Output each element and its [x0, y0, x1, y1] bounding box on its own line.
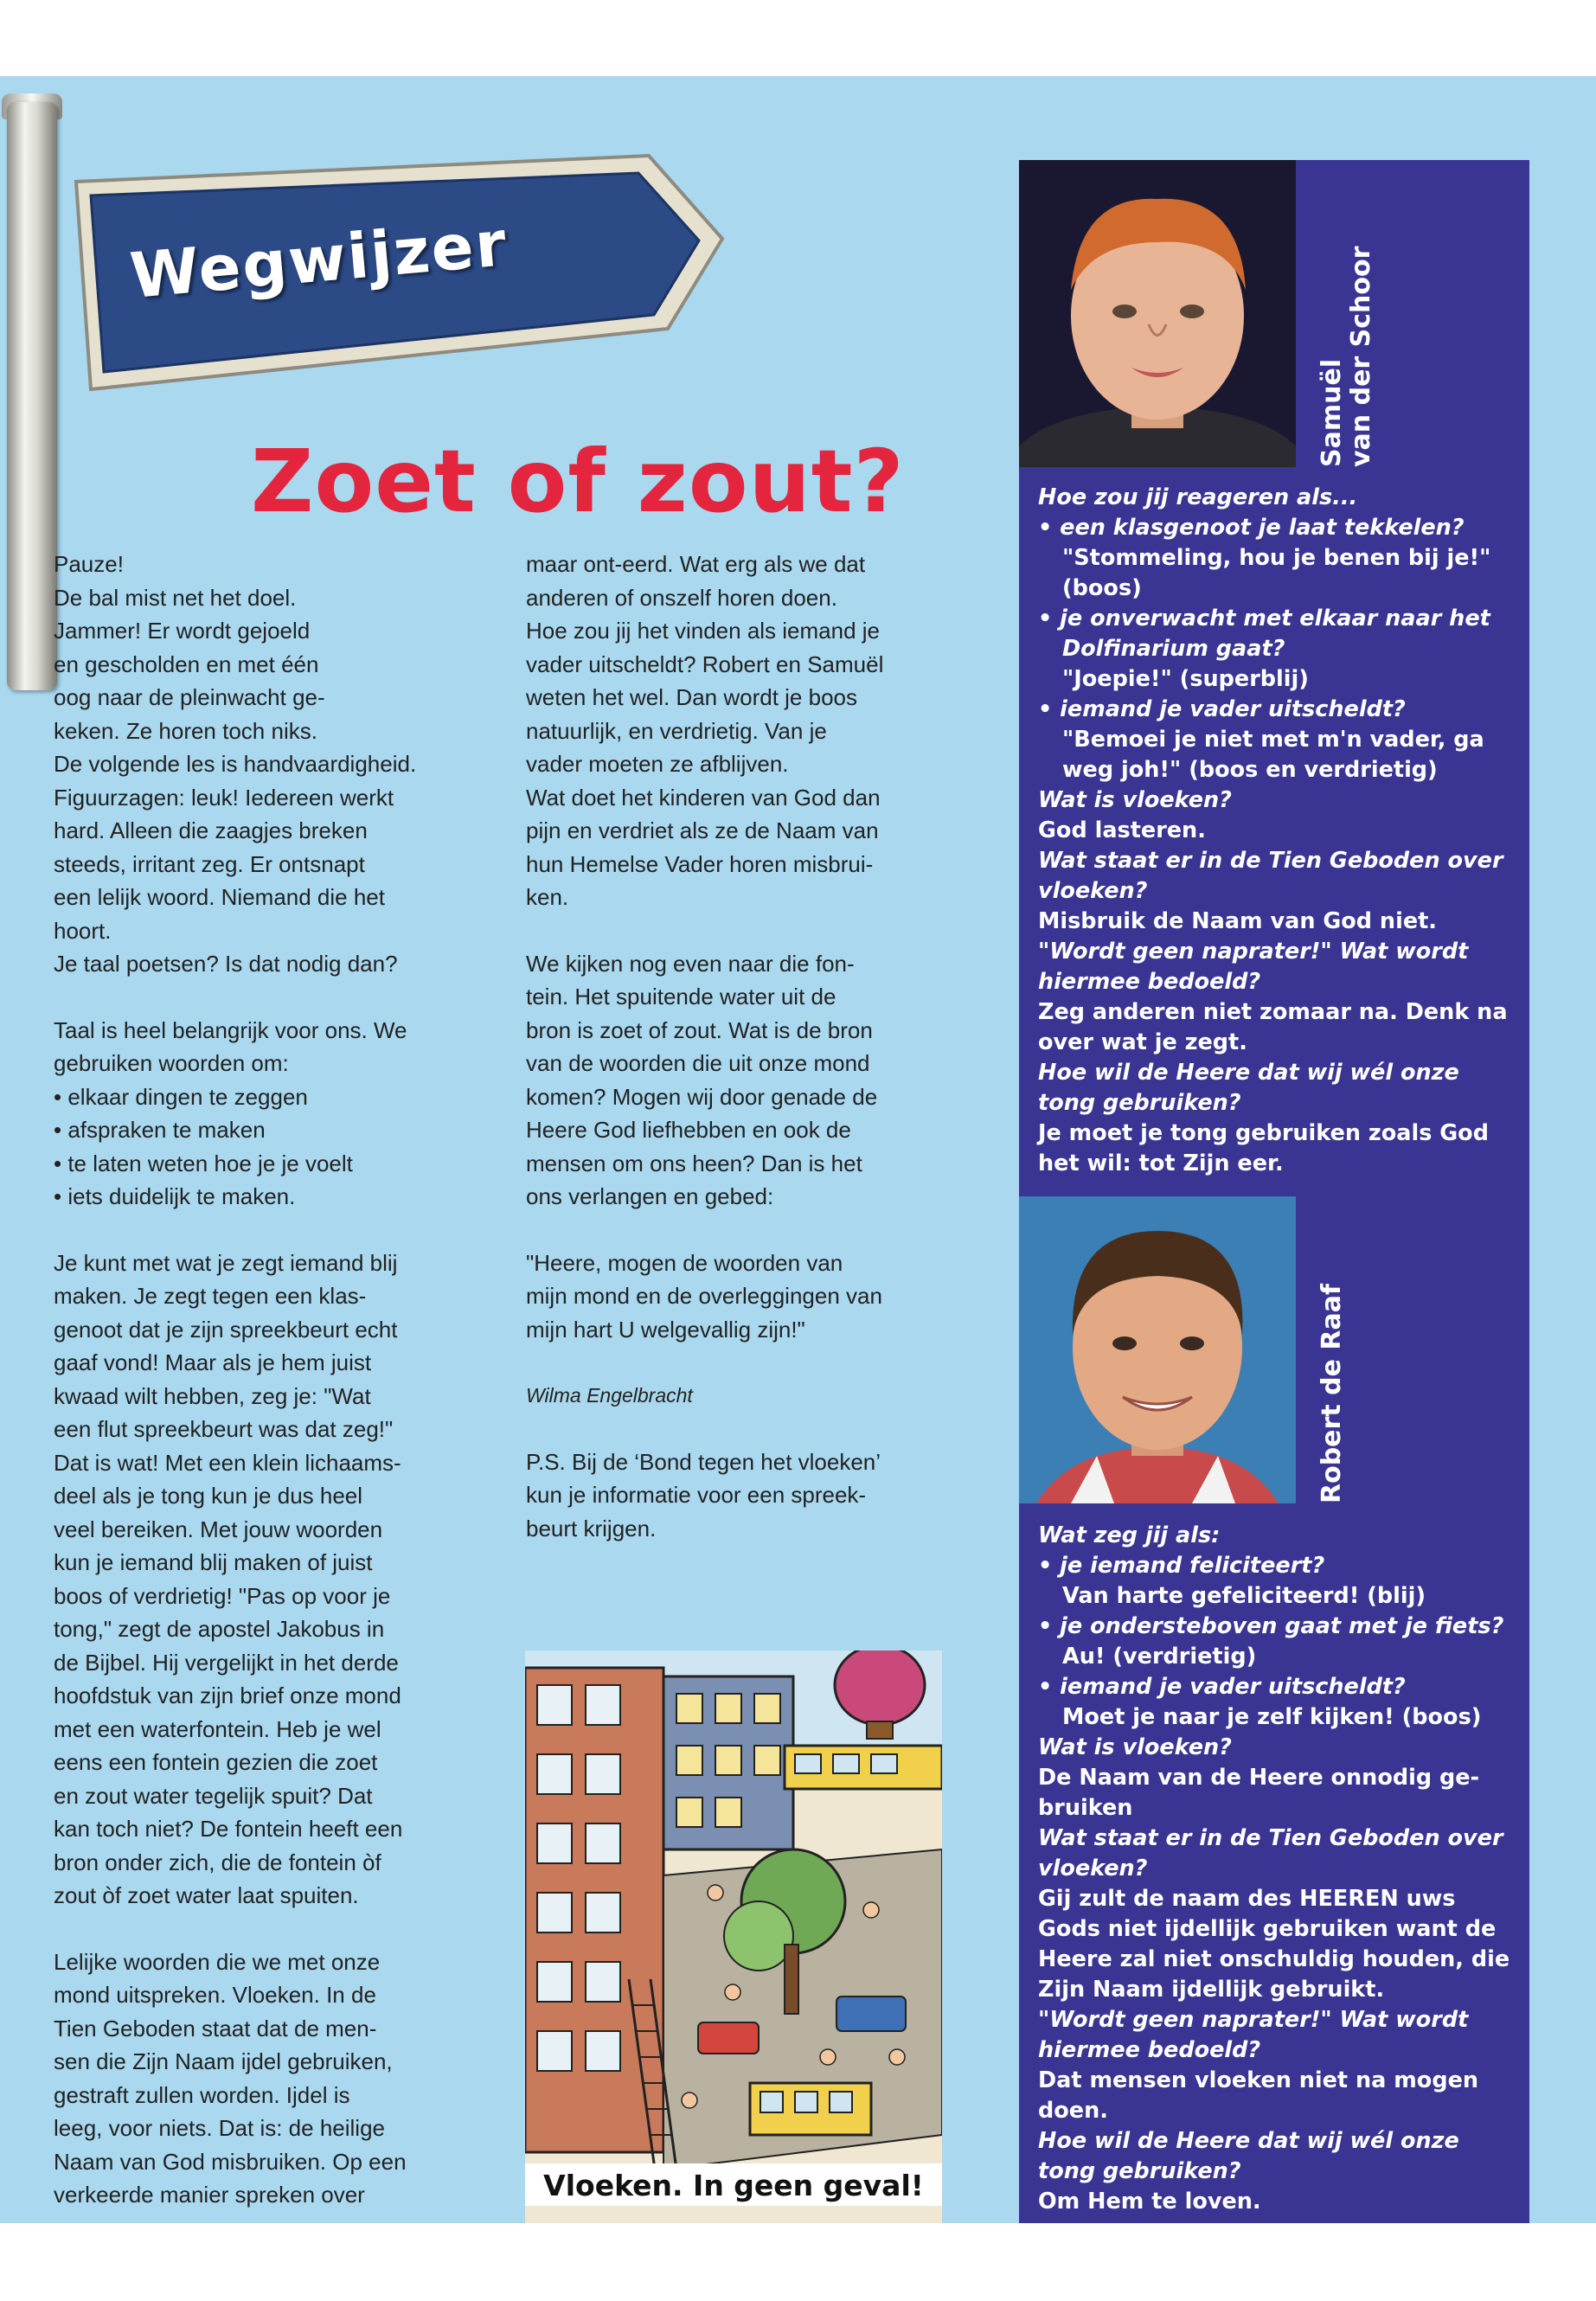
text-line: weten het wel. Dan wordt je boos [526, 684, 857, 710]
text-line: bron onder zich, die de fontein òf [54, 1849, 381, 1875]
text-line: • afspraken te maken [54, 1117, 266, 1143]
text-line [54, 1214, 503, 1247]
interview-question-line: tong gebruiken? [1038, 1090, 1241, 1116]
interview-question-line: tong gebruiken? [1038, 2158, 1241, 2184]
text-line: Lelijke woorden die we met onze [54, 1948, 381, 1975]
interview-answer-line: Gij zult de naam des HEEREN uws [1038, 1886, 1456, 1912]
text-line [54, 981, 503, 1014]
text-line: Pauze! [54, 551, 124, 577]
text-line: gestraft zullen worden. Ijdel is [54, 2081, 350, 2108]
text-line: De volgende les is handvaardigheid. [54, 751, 417, 777]
name-line: van der Schoor [1346, 246, 1376, 467]
text-line: mijn hart U welgevallig zijn!" [526, 1316, 805, 1343]
text-line: verkeerde manier spreken over [54, 2182, 365, 2208]
text-line: mond uitspreken. Vloeken. In de [54, 1982, 376, 2008]
text-line: Tien Geboden staat dat de men- [54, 2015, 377, 2041]
text-line: vader uitscheldt? Robert en Samuël [526, 651, 884, 677]
interview-question-line: Wat is vloeken? [1038, 1734, 1232, 1760]
text-line: hoort. [54, 917, 112, 944]
text-line: steeds, irritant zeg. Er ontsnapt [54, 850, 365, 877]
text-line: genoot dat je zijn spreekbeurt echt [54, 1316, 398, 1343]
interview-answer-line: Je moet je tong gebruiken zoals God [1038, 1120, 1489, 1146]
comic-caption: Vloeken. In geen geval! [525, 2163, 942, 2206]
interview-answer-line: Zeg anderen niet zomaar na. Denk na [1038, 999, 1508, 1025]
text-line: keken. Ze horen toch niks. [54, 717, 317, 744]
interview-question-line: "Wordt geen naprater!" Wat wordt [1038, 2007, 1469, 2033]
text-line [526, 914, 950, 947]
text-line: mijn mond en de overleggingen van [526, 1283, 882, 1309]
text-line: Je kunt met wat je zegt iemand blij [54, 1249, 398, 1276]
text-line: hard. Alleen die zaagjes breken [54, 817, 368, 843]
text-line: pijn en verdriet als ze de Naam van [526, 817, 879, 843]
boy-portrait-samuel [1019, 160, 1296, 467]
section-label: Wegwijzer [127, 207, 511, 312]
text-line: Heere God liefhebben en ook de [526, 1117, 851, 1143]
text-line: kan toch niet? De fontein heeft een [54, 1816, 403, 1842]
interview-question-line: vloeken? [1038, 1856, 1148, 1881]
text-line: "Heere, mogen de woorden van [526, 1249, 843, 1276]
text-line: Taal is heel belangrijk voor ons. We [54, 1016, 407, 1043]
city-scene-drawing [525, 1650, 942, 2223]
interview-answer-line: Gods niet ijdellijk gebruiken want de [1038, 1916, 1497, 1942]
interview-answer-line: Heere zal niet onschuldig houden, die [1038, 1946, 1510, 1972]
interview-answer-line: weg joh!" (boos en verdrietig) [1062, 757, 1438, 783]
text-line: Je taal poetsen? Is dat nodig dan? [54, 951, 398, 977]
text-line: tein. Het spuitende water uit de [526, 984, 836, 1009]
text-line: met een waterfontein. Heb je wel [54, 1715, 381, 1742]
text-line: ons verlangen en gebed: [526, 1183, 774, 1209]
text-line: en gescholden en met één [54, 651, 319, 677]
text-line: We kijken nog even naar die fon- [526, 950, 855, 977]
text-line: gebruiken woorden om: [54, 1050, 289, 1076]
interview-question-line: Hoe zou jij reageren als... [1038, 484, 1358, 510]
interviewee-name-samuel [1317, 247, 1376, 467]
text-line: Jammer! Er wordt gejoeld [54, 618, 311, 644]
author-signature: Wilma Engelbracht [526, 1384, 693, 1407]
interview-answer-line: bruiken [1038, 1795, 1133, 1821]
text-line: zout òf zoet water laat spuiten. [54, 1882, 359, 1908]
photo-robert [1019, 1196, 1296, 1503]
text-line: een flut spreekbeurt was dat zeg!" [54, 1416, 394, 1442]
ps-line: beurt krijgen. [526, 1515, 657, 1541]
text-line: • te laten weten hoe je je voelt [54, 1150, 353, 1176]
text-line: De bal mist net het doel. [54, 584, 297, 611]
text-line: gaaf vond! Maar als je hem juist [54, 1349, 372, 1375]
interview-answer-line: Dat mensen vloeken niet na mogen [1038, 2067, 1479, 2093]
text-line: eens een fontein gezien die zoet [54, 1749, 378, 1775]
text-line: en zout water tegelijk spuit? Dat [54, 1782, 373, 1809]
interview-answer-line: Van harte gefeliciteerd! (blij) [1062, 1583, 1426, 1609]
text-line: bron is zoet of zout. Wat is de bron [526, 1016, 873, 1043]
ps-line: kun je informatie voor een spreek- [526, 1482, 867, 1508]
text-line: deel als je tong kun je dus heel [54, 1483, 363, 1509]
interview-answer-line: (boos) [1062, 575, 1142, 601]
interview-question-line: • je ondersteboven gaat met je fiets? [1038, 1613, 1504, 1639]
text-line: oog naar de pleinwacht ge- [54, 684, 325, 710]
text-line: • iets duidelijk te maken. [54, 1183, 296, 1209]
interview-question-line: Wat is vloeken? [1038, 787, 1232, 813]
text-line: Hoe zou jij het vinden als iemand je [526, 618, 881, 644]
interview-sidebar [1019, 160, 1529, 2223]
interview-question-line: • je iemand feliciteert? [1038, 1553, 1325, 1579]
page-title: Zoet of zout? [251, 431, 905, 532]
magazine-page [0, 76, 1596, 2223]
interview-answer-line: Zijn Naam ijdellijk gebruikt. [1038, 1977, 1385, 2003]
interview-answer-line: "Stommeling, hou je benen bij je!" [1062, 545, 1491, 571]
text-line: sen die Zijn Naam ijdel gebruiken, [54, 2048, 393, 2074]
interview-samuel-qa [1038, 483, 1508, 1179]
text-line: van de woorden die uit onze mond [526, 1050, 870, 1076]
interview-question-line: Hoe wil de Heere dat wij wél onze [1038, 1060, 1459, 1086]
spacer [526, 1413, 950, 1445]
interview-question-line: Dolfinarium gaat? [1062, 636, 1285, 662]
text-line: tong," zegt de apostel Jakobus in [54, 1616, 385, 1642]
interview-question-line: Wat staat er in de Tien Geboden over [1038, 848, 1503, 874]
text-line [526, 1214, 950, 1247]
interview-answer-line: doen. [1038, 2098, 1108, 2124]
text-line: mensen om ons heen? Dan is het [526, 1150, 862, 1176]
interview-question-line: • iemand je vader uitscheldt? [1038, 1674, 1406, 1700]
text-line: anderen of onszelf horen doen. [526, 584, 837, 611]
text-line: een lelijk woord. Niemand die het [54, 884, 385, 910]
ps-line: P.S. Bij de ‘Bond tegen het vloeken’ [526, 1448, 881, 1475]
text-line: • elkaar dingen te zeggen [54, 1083, 308, 1110]
text-line: maken. Je zegt tegen een klas- [54, 1283, 367, 1309]
text-line: Naam van God misbruiken. Op een [54, 2148, 407, 2175]
text-line: leeg, voor niets. Dat is: de heilige [54, 2115, 385, 2141]
interview-answer-line: het wil: tot Zijn eer. [1038, 1150, 1284, 1176]
interview-question-line: hiermee bedoeld? [1038, 2037, 1261, 2063]
interview-answer-line: Om Hem te loven. [1038, 2189, 1261, 2214]
text-line: Figuurzagen: leuk! Iedereen werkt [54, 784, 394, 811]
interview-answer-line: Moet je naar je zelf kijken! (boos) [1062, 1704, 1482, 1730]
text-line: ken. [526, 884, 569, 910]
interview-question-line: • iemand je vader uitscheldt? [1038, 696, 1406, 722]
text-line: komen? Mogen wij door genade de [526, 1083, 878, 1110]
interview-question-line: Wat zeg jij als: [1038, 1522, 1221, 1548]
text-line [54, 1913, 503, 1945]
text-line: boos of verdrietig! "Pas op voor je [54, 1582, 391, 1609]
interview-question-line: Hoe wil de Heere dat wij wél onze [1038, 2128, 1459, 2154]
interview-question-line: "Wordt geen naprater!" Wat wordt [1038, 939, 1469, 965]
text-line: Dat is wat! Met een klein lichaams- [54, 1449, 401, 1476]
interview-answer-line: "Bemoei je niet met m'n vader, ga [1062, 727, 1484, 753]
text-line: hun Hemelse Vader horen misbrui- [526, 850, 874, 877]
text-line: kun je iemand blij maken of juist [54, 1549, 373, 1575]
interview-question-line: vloeken? [1038, 878, 1148, 904]
text-line: vader moeten ze afblijven. [526, 751, 789, 777]
interview-question-line: hiermee bedoeld? [1038, 969, 1261, 995]
interview-question-line: Wat staat er in de Tien Geboden over [1038, 1825, 1503, 1851]
photo-samuel [1019, 160, 1296, 467]
article-column-2 [526, 548, 950, 1545]
interview-question-line: • een klasgenoot je laat tekkelen? [1038, 515, 1465, 541]
text-line: de Bijbel. Hij vergelijkt in het derde [54, 1649, 399, 1676]
interview-answer-line: Misbruik de Naam van God niet. [1038, 908, 1437, 934]
article-column-1 [54, 548, 503, 2212]
interview-robert-qa [1038, 1521, 1509, 2217]
interview-answer-line: over wat je zegt. [1038, 1029, 1247, 1055]
text-line: maar ont-eerd. Wat erg als we dat [526, 551, 866, 577]
interview-question-line: • je onverwacht met elkaar naar het [1038, 606, 1490, 631]
boy-portrait-robert [1019, 1196, 1296, 1503]
interview-answer-line: Au! (verdrietig) [1062, 1644, 1257, 1670]
comic-illustration [525, 1650, 942, 2223]
text-line: veel bereiken. Met jouw woorden [54, 1516, 383, 1542]
signpost-pole [7, 102, 57, 690]
interviewee-name-robert: Robert de Raaf [1317, 1283, 1347, 1503]
spacer [526, 1346, 950, 1379]
name-line: Samuël [1317, 358, 1347, 467]
text-line: kwaad wilt hebben, zeg je: "Wat [54, 1382, 371, 1409]
text-line: natuurlijk, en verdrietig. Van je [526, 717, 827, 744]
text-line: hoofdstuk van zijn brief onze mond [54, 1682, 401, 1708]
text-line: Wat doet het kinderen van God dan [526, 784, 881, 811]
interview-answer-line: De Naam van de Heere onnodig ge- [1038, 1765, 1480, 1791]
interview-answer-line: "Joepie!" (superblij) [1062, 666, 1309, 692]
interview-answer-line: God lasteren. [1038, 817, 1206, 843]
